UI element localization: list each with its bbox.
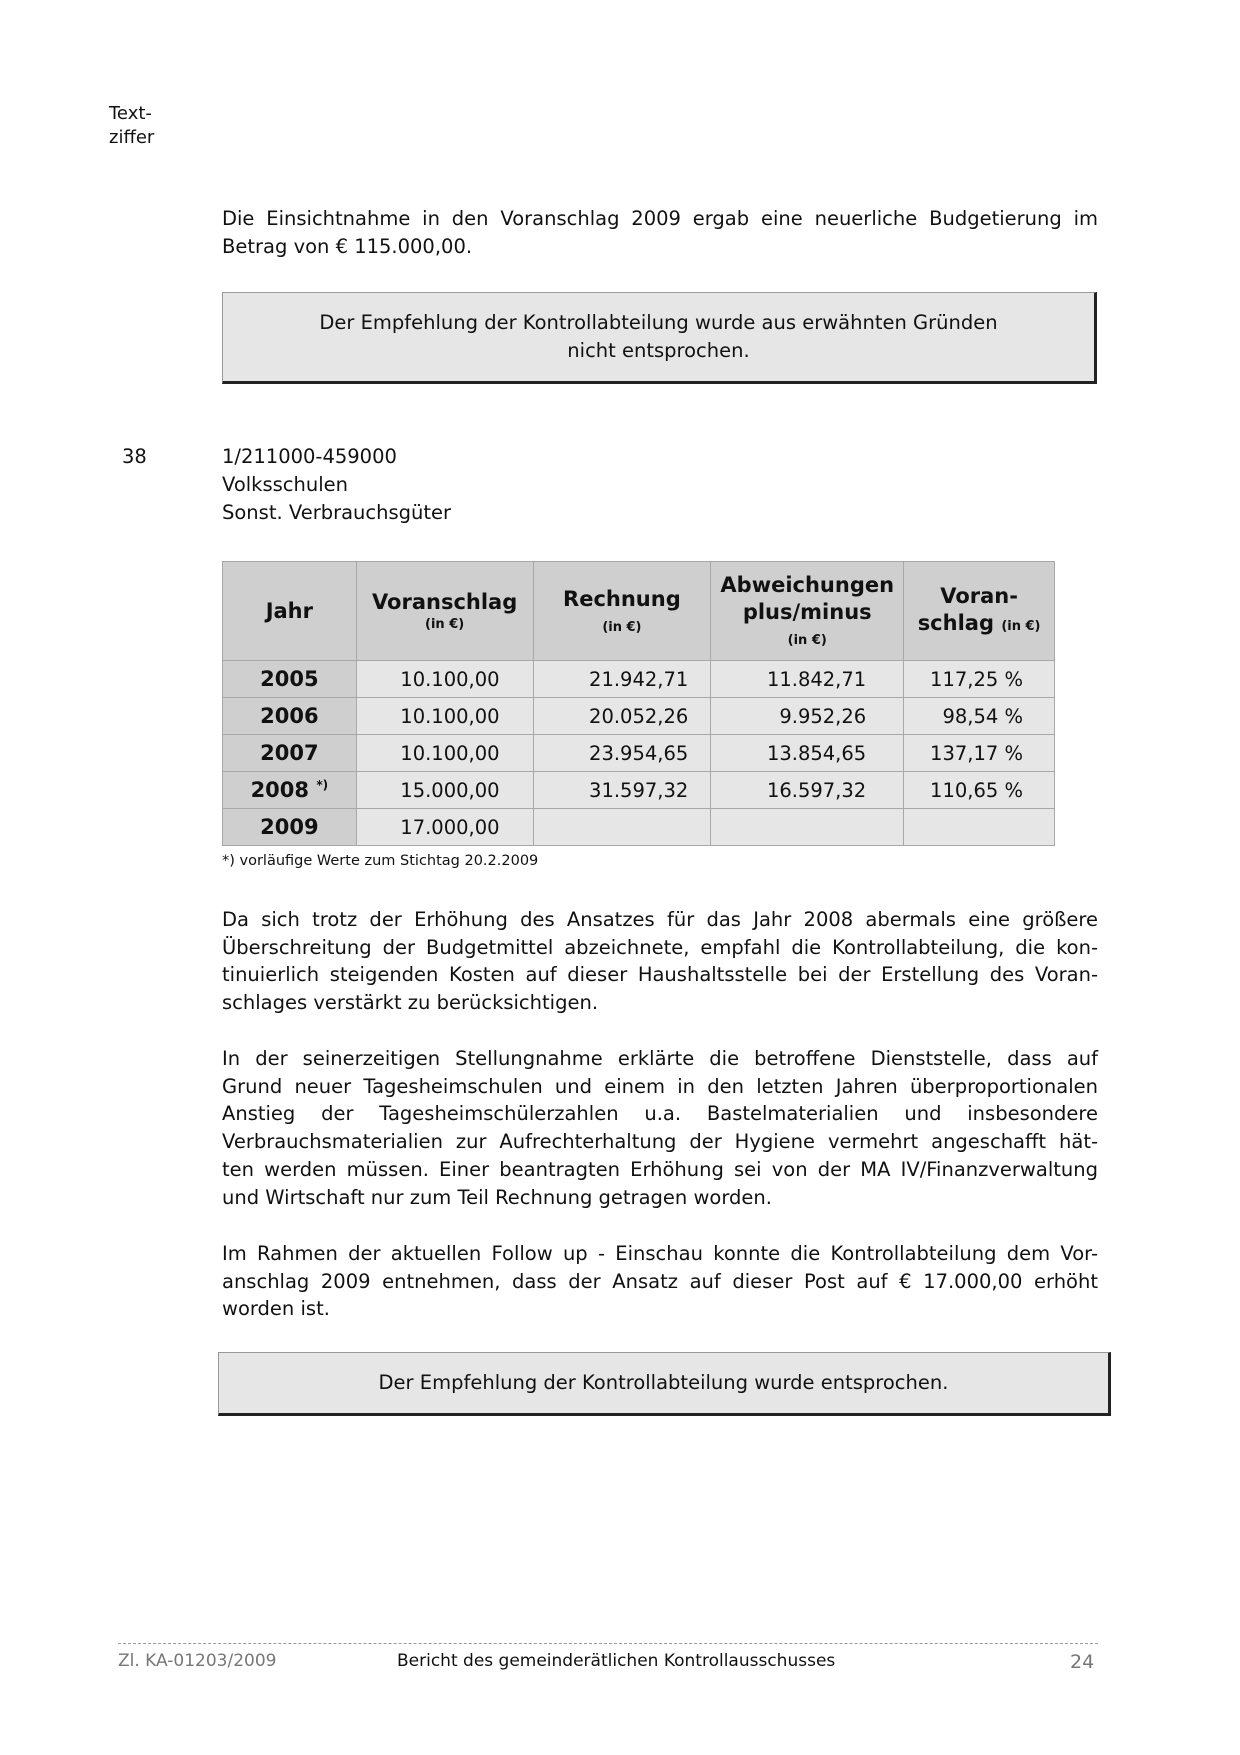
text-line: anschlag 2009 entnehmen, dass der Ansatz auf dieser Post auf € 17.000,00 erhöht [222, 1269, 1098, 1293]
text-line: Verbrauchsmaterialien zur Aufrechterhaltung der Hygiene vermehrt angeschafft hät- [222, 1130, 1098, 1154]
paragraph-2 [222, 906, 1098, 1017]
table-row [223, 698, 1055, 735]
table-row [223, 661, 1055, 698]
text-line: schlages verstärkt zu berücksichtigen. [222, 991, 599, 1015]
estimate-cell: 10.100,00 [356, 698, 533, 735]
paragraph-4 [222, 1240, 1098, 1323]
text-line: Im Rahmen der aktuellen Follow up - Einschau konnte die Kontrollabteilung dem Vor- [222, 1242, 1098, 1265]
budget-table [222, 561, 1055, 846]
percent-cell: 137,17 % [904, 735, 1055, 772]
actual-cell: 21.942,71 [533, 661, 711, 698]
percent-cell: 98,54 % [904, 698, 1055, 735]
text-line: ten werden müssen. Einer beantragten Erhöhung sei von der MA IV/Finanzverwaltung [222, 1157, 1098, 1181]
deviation-cell [711, 809, 904, 846]
account-name: Volksschulen [222, 473, 348, 496]
estimate-cell: 10.100,00 [356, 661, 533, 698]
result-box-2: Der Empfehlung der Kontrollabteilung wurde entsprochen. [218, 1352, 1111, 1416]
header-year: Jahr [223, 562, 357, 661]
actual-cell [533, 809, 711, 846]
text-line: Überschreitung der Budgetmittel abzeichnete, empfahl die Kontrollabteilung, die kon- [222, 935, 1098, 959]
header-percent: Voran- schlag (in €) [904, 562, 1055, 661]
year-cell: 2006 [223, 698, 357, 735]
box-line: nicht entsprochen. [567, 339, 750, 362]
percent-cell [904, 809, 1055, 846]
text-line: Betrag von € 115.000,00. [222, 234, 473, 258]
table-header-row [223, 562, 1055, 661]
text-line: Die Einsichtnahme in den Voranschlag 2009 ergab eine neuerliche Budgetierung im [222, 207, 1098, 230]
actual-cell: 20.052,26 [533, 698, 711, 735]
footer-title: Bericht des gemeinderätlichen Kontrollausschusses [397, 1651, 836, 1671]
actual-cell: 23.954,65 [533, 735, 711, 772]
paragraph-3 [222, 1045, 1098, 1211]
box-line: Der Empfehlung der Kontrollabteilung wurde aus erwähnten Gründen [319, 311, 998, 334]
year-cell: 2009 [223, 809, 357, 846]
section-heading [222, 443, 451, 527]
header-estimate: Voranschlag (in €) [356, 562, 533, 661]
percent-cell: 117,25 % [904, 661, 1055, 698]
estimate-cell: 10.100,00 [356, 735, 533, 772]
text-line: tinuierlich steigenden Kosten auf dieser Haushaltsstelle bei der Erstellung des Voran- [222, 963, 1098, 987]
text-line: Anstieg der Tagesheimschülerzahlen u.a. Bastelmaterialien und insbesondere [222, 1102, 1098, 1126]
margin-label-line: ziffer [109, 127, 155, 148]
footer-page-number: 24 [1070, 1651, 1095, 1673]
estimate-cell: 15.000,00 [356, 772, 533, 809]
account-number: 1/211000-459000 [222, 445, 397, 468]
margin-label-line: Text- [109, 103, 152, 124]
footer-divider [118, 1643, 1098, 1644]
estimate-cell: 17.000,00 [356, 809, 533, 846]
text-line: Grund neuer Tagesheimschulen und einem in den letzten Jahren überproportionalen [222, 1074, 1098, 1098]
text-line: Da sich trotz der Erhöhung des Ansatzes für das Jahr 2008 abermals eine größere [222, 908, 1098, 931]
text-line: und Wirtschaft nur zum Teil Rechnung getragen worden. [222, 1185, 772, 1209]
deviation-cell: 16.597,32 [711, 772, 904, 809]
header-actual: Rechnung (in €) [533, 562, 711, 661]
result-box-1 [222, 292, 1097, 384]
actual-cell: 31.597,32 [533, 772, 711, 809]
margin-label [109, 102, 154, 150]
text-line: In der seinerzeitigen Stellungnahme erklärte die betroffene Dienststelle, dass auf [222, 1047, 1098, 1070]
table-row [223, 735, 1055, 772]
table-row [223, 772, 1055, 809]
deviation-cell: 11.842,71 [711, 661, 904, 698]
paragraph-1 [222, 205, 1098, 260]
deviation-cell: 13.854,65 [711, 735, 904, 772]
year-cell: 2005 [223, 661, 357, 698]
deviation-cell: 9.952,26 [711, 698, 904, 735]
table-row [223, 809, 1055, 846]
percent-cell: 110,65 % [904, 772, 1055, 809]
account-subname: Sonst. Verbrauchsgüter [222, 501, 452, 524]
year-cell: 2007 [223, 735, 357, 772]
footer-reference: Zl. KA-01203/2009 [118, 1651, 277, 1671]
header-deviation: Abweichungen plus/minus (in €) [711, 562, 904, 661]
table-footnote: *) vorläufige Werte zum Stichtag 20.2.2009 [222, 853, 539, 869]
section-number: 38 [122, 445, 147, 468]
year-cell: 2008 *) [223, 772, 357, 809]
text-line: worden ist. [222, 1297, 330, 1321]
